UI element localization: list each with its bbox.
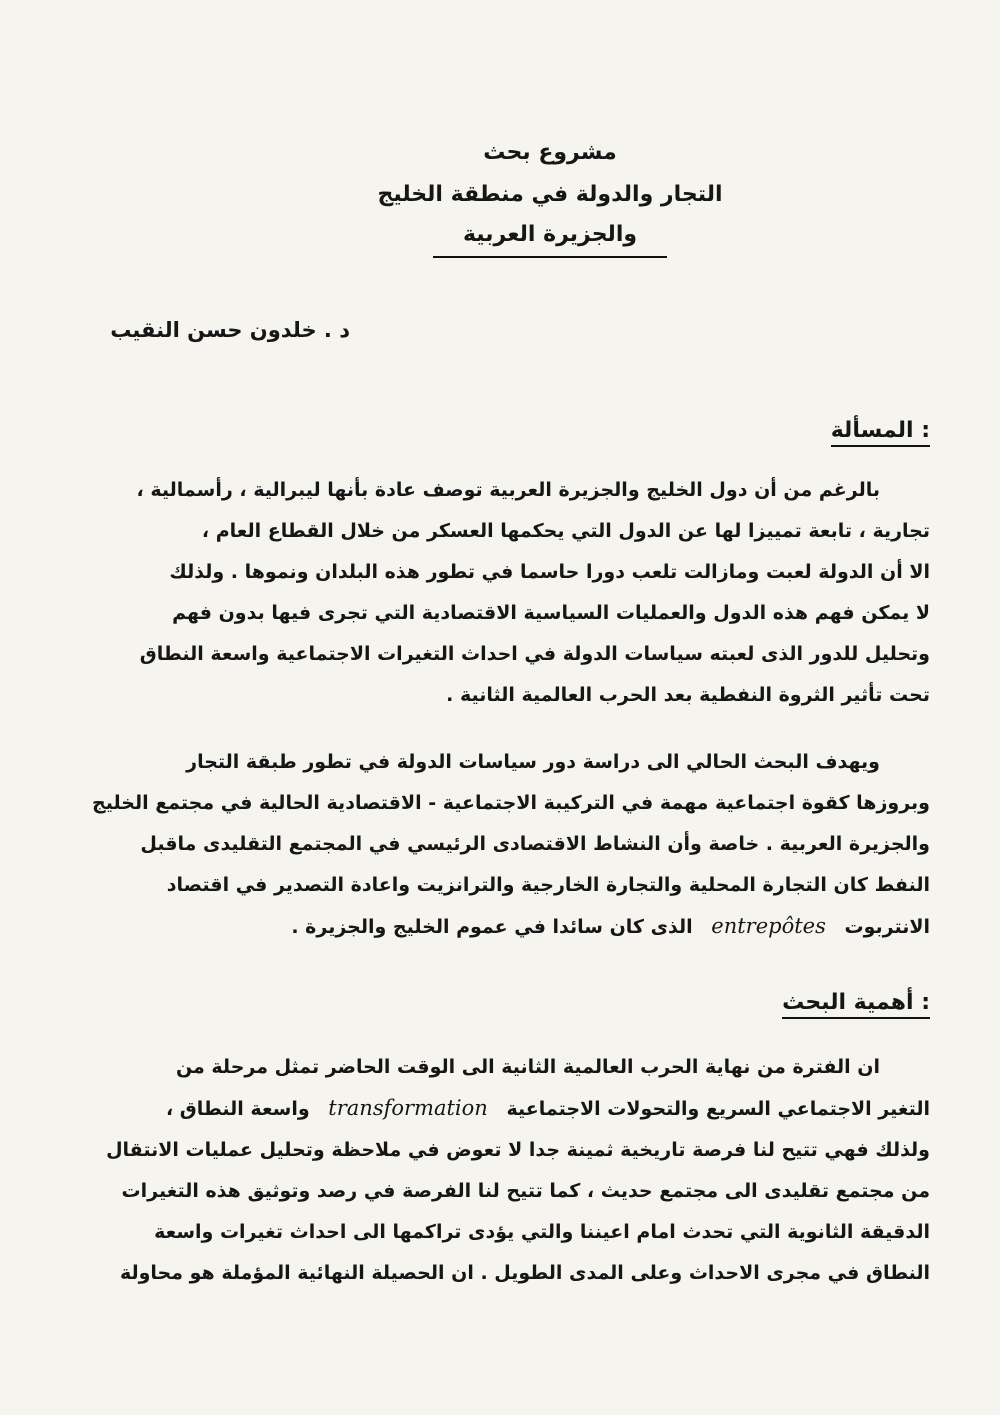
paragraph-problem bbox=[72, 470, 930, 716]
text-segment: الذى كان سائدا في عموم الخليج والجزيرة . bbox=[291, 916, 693, 938]
paragraph-line-mixed bbox=[72, 1088, 930, 1130]
paragraph-line: ولذلك فهي تتيح لنا فرصة تاريخية ثمينة جدا لا تعوض في ملاحظة وتحليل عمليات الانتقال bbox=[106, 1139, 930, 1161]
title-line-3: والجزيرة العربية bbox=[433, 216, 667, 258]
text-segment: التغير الاجتماعي السريع والتحولات الاجتماعية bbox=[506, 1098, 930, 1120]
section-heading-importance: أهمية البحث : bbox=[782, 990, 930, 1019]
title-line-2: التجار والدولة في منطقة الخليج bbox=[377, 182, 723, 207]
text-segment: واسعة النطاق ، bbox=[165, 1098, 310, 1120]
paragraph-line: والجزيرة العربية . خاصة وأن النشاط الاقتصادى الرئيسي في المجتمع التقليدى ماقبل bbox=[140, 833, 930, 855]
handwritten-latin-term: entrepôtes bbox=[711, 914, 826, 938]
author-name: د . خلدون حسن النقيب bbox=[110, 318, 350, 342]
paragraph-line: تحت تأثير الثروة النفطية بعد الحرب العالمية الثانية . bbox=[446, 684, 930, 706]
paragraph-line: الا أن الدولة لعبت ومازالت تلعب دورا حاسما في تطور هذه البلدان ونموها . ولذلك bbox=[169, 561, 930, 583]
text-segment: الانتربوت bbox=[844, 916, 930, 938]
paragraph-line-mixed bbox=[72, 906, 930, 948]
paragraph-line: لا يمكن فهم هذه الدول والعمليات السياسية الاقتصادية التي تجرى فيها بدون فهم bbox=[172, 602, 930, 624]
section-heading-problem: المسألة : bbox=[831, 418, 930, 447]
paragraph-line: النطاق في مجرى الاحداث وعلى المدى الطويل . ان الحصيلة النهائية المؤملة هو محاولة bbox=[119, 1262, 930, 1284]
paragraph-line: النفط كان التجارة المحلية والتجارة الخارجية والترانزيت واعادة التصدير في اقتصاد bbox=[166, 874, 930, 896]
paragraph-line: وبروزها كقوة اجتماعية مهمة في التركيبة الاجتماعية - الاقتصادية الحالية في مجتمع الخليج bbox=[92, 792, 930, 814]
paragraph-importance bbox=[72, 1047, 930, 1294]
paragraph-line: من مجتمع تقليدى الى مجتمع حديث ، كما تتيح لنا الفرصة في رصد وتوثيق هذه التغيرات bbox=[121, 1180, 930, 1202]
paragraph-line: تجارية ، تابعة تمييزا لها عن الدول التي يحكمها العسكر من خلال القطاع العام ، bbox=[201, 520, 930, 542]
paragraph-line: ان الفترة من نهاية الحرب العالمية الثانية الى الوقت الحاضر تمثل مرحلة من bbox=[175, 1056, 880, 1078]
paragraph-line: بالرغم من أن دول الخليج والجزيرة العربية توصف عادة بأنها ليبرالية ، رأسمالية ، bbox=[136, 479, 880, 501]
paragraph-line: وتحليل للدور الذى لعبته سياسات الدولة في احداث التغيرات الاجتماعية واسعة النطاق bbox=[139, 643, 930, 665]
paragraph-line: ويهدف البحث الحالي الى دراسة دور سياسات الدولة في تطور طبقة التجار bbox=[186, 751, 880, 773]
paragraph-aim bbox=[72, 742, 930, 948]
paragraph-line: الدقيقة الثانوية التي تحدث امام اعيننا والتي يؤدى تراكمها الى احداث تغيرات واسعة bbox=[154, 1221, 930, 1243]
title-line-1: مشروع بحث bbox=[483, 140, 617, 165]
title-block bbox=[270, 132, 830, 258]
handwritten-latin-term: transformation bbox=[328, 1096, 488, 1120]
